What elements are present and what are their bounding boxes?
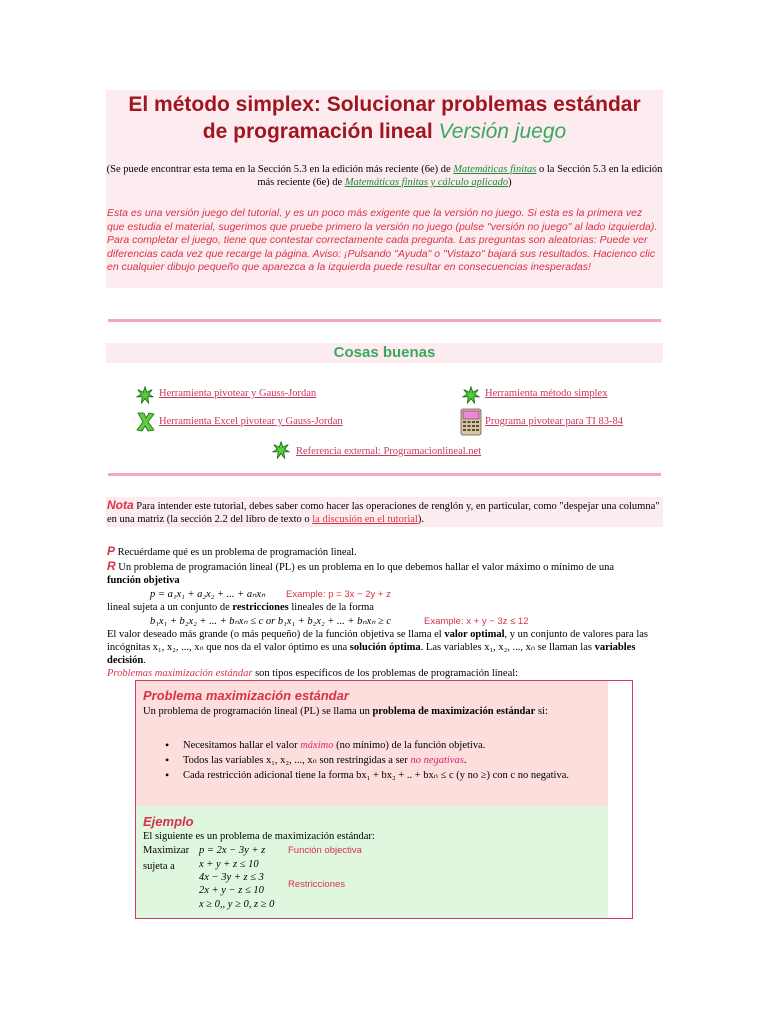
question-line	[107, 545, 357, 559]
condition-text: Todos las variables x₁, x₂, ..., xₙ son restringidas a ser	[183, 755, 408, 766]
nota-paragraph	[107, 499, 663, 526]
source-note-text-1: (Se puede encontrar esta tema en la Sección 5.3 en la edición más reciente (6e) de	[106, 164, 451, 175]
standard-max-conditions	[161, 738, 601, 783]
objective-example: Example: p = 3x − 2y + z	[286, 589, 391, 600]
objective-formula: p = a₁x₁ + a₂x₂ + ... + aₙxₙ	[150, 589, 266, 600]
condition-item	[161, 768, 601, 783]
intro-paragraph: Esta es una versión juego del tutorial, y es un poco más exigente que la versión no juego. Si esta es la primera vez que estudia el material, sugerimos que pruebe primero la versión no juego (pulse "versión no juego" al lado izquierda). Para completar el juego, tiene que contestar correctamente cada pregunta. Las preguntas son aleatorias: Puede ver diferencias cada vez que recarge la página. Aviso: ¡Pulsando "Ayuda" o "Vistazo" bajará sus resultados. Hacienco clic en cualquier dibujo pequeño que aparezca a la izquierda puede resultar en consecuencias inesperadas!	[107, 207, 658, 273]
pm-italic: Problemas maximización estándar	[107, 668, 253, 679]
term-funcion-objetiva: función objetiva	[107, 575, 180, 586]
condition-item	[161, 738, 601, 753]
cosas-buenas-box	[106, 343, 663, 363]
optimal-text-e: . Las variables x₁, x₂, ..., xₙ se llaman las	[420, 642, 592, 653]
standard-max-side-cell	[608, 680, 633, 808]
condition-text: (no mínimo) de la función objetiva.	[336, 740, 486, 751]
divider	[108, 319, 661, 322]
term-restricciones: restricciones	[232, 602, 289, 613]
answer-paragraph	[107, 560, 637, 587]
constraint-example: Example: x + y − 3z ≤ 12	[424, 616, 529, 627]
example-box	[135, 806, 609, 919]
condition-item	[161, 753, 601, 768]
link-metodo-simplex[interactable]: Herramienta método simplex	[485, 388, 608, 399]
constraints-note: Restricciones	[288, 879, 346, 890]
page-title-version: Versión juego	[438, 120, 567, 143]
optimal-text-g: .	[143, 655, 146, 666]
condition-highlight: máximo	[300, 740, 334, 751]
page-title-main: de programación lineal	[202, 120, 433, 143]
constraint: x ≥ 0,, y ≥ 0, z ≥ 0	[199, 899, 275, 910]
source-note-text-2: o la Sección 5.3 en la edición más reciente (6e) de	[257, 164, 663, 188]
constraint-formula: b₁x₁ + b₂x₂ + ... + bₙxₙ ≤ c or b₁x₁ + b₂x₂ + ... + bₙxₙ ≥ c	[150, 616, 392, 627]
objective-note: Función objectiva	[288, 845, 362, 856]
condition-text: Cada restricción adicional tiene la forma bx₁ + bx₂ + .. + bxₙ ≤ c (y no ≥) con c no negativa.	[183, 770, 570, 781]
condition-highlight: no negativas	[410, 755, 464, 766]
question-text: Recuérdame qué es un problema de programación lineal.	[117, 547, 357, 558]
restriction-text-c: lineales de la forma	[291, 602, 374, 613]
link-matematicas-finitas[interactable]: Matemáticas finitas	[453, 164, 537, 175]
pm-rest: son tipos específicos de los problemas de programación lineal:	[255, 668, 519, 679]
optimal-text-c: , y un conjunto de valores para las incógnitas x₁, x₂, ..., xₙ que nos da el valor óptimo es una	[107, 629, 648, 653]
term-variables-decision: variables decisión	[107, 642, 636, 666]
link-referencia-externa[interactable]: Referencia external: Programacionlineal.net	[296, 446, 482, 457]
answer-text: Un problema de programación lineal (PL) es un problema en lo que debemos hallar el valor máximo o mínimo de una	[118, 562, 614, 573]
nota-end: ).	[417, 514, 424, 525]
page-title-line-2	[106, 120, 663, 144]
source-note-text-3: )	[508, 177, 512, 188]
term-valor-optimal: valor optimal	[444, 629, 505, 640]
link-programa-ti[interactable]: Programa pivotear para TI 83-84	[485, 416, 624, 427]
page-title-line-1: El método simplex: Solucionar problemas estándar	[128, 93, 641, 116]
restriction-intro	[107, 601, 374, 614]
standard-max-intro	[143, 705, 548, 718]
optimal-paragraph	[107, 628, 655, 667]
link-excel-pivotear[interactable]: Herramienta Excel pivotear y Gauss-Jordan	[159, 416, 343, 427]
divider	[108, 473, 661, 476]
link-pivotear-gauss-jordan[interactable]: Herramienta pivotear y Gauss-Jordan	[159, 388, 317, 399]
maximize-label: Maximizar	[143, 845, 190, 856]
standard-max-title: Problema maximización estándar	[143, 688, 349, 703]
condition-text: Necesitamos hallar el valor	[183, 740, 298, 751]
term-problema-max: problema de maximización estándar	[372, 706, 536, 717]
restriction-text-a: lineal sujeta a un conjunto de	[107, 602, 230, 613]
question-label: P	[107, 544, 116, 558]
link-discusion-tutorial[interactable]: la discusión en el tutorial	[312, 514, 418, 525]
constraint: 4x − 3y + z ≤ 3	[199, 872, 264, 883]
example-objective: p = 2x − 3y + z	[199, 845, 266, 856]
nota-text: Para intender este tutorial, debes saber como hacer las operaciones de renglón y, en particular, como "despejar una columna" en una matriz (la sección 2.2 del libro de texto o	[107, 501, 660, 525]
example-intro: El siguiente es un problema de maximización estándar:	[143, 831, 375, 842]
cosas-buenas-title: Cosas buenas	[333, 344, 436, 361]
optimal-text-a: El valor deseado más grande (o más pequeño) de la función objetiva se llama el	[107, 629, 442, 640]
link-matematicas-finitas-calculo[interactable]: Matemáticas finitas y cálculo aplicado	[344, 177, 509, 188]
condition-text: .	[463, 755, 467, 766]
standard-max-box	[135, 680, 609, 808]
example-title: Ejemplo	[143, 814, 194, 829]
constraint: x + y + z ≤ 10	[199, 859, 259, 870]
star-icon[interactable]	[272, 441, 290, 464]
star-icon[interactable]	[136, 386, 154, 409]
calculator-icon[interactable]	[460, 408, 482, 441]
constraint: 2x + y − z ≤ 10	[199, 885, 264, 896]
nota-label: Nota	[107, 498, 134, 512]
source-note	[106, 163, 663, 189]
standard-max-intro-a: Un problema de programación lineal (PL) se llama un	[143, 706, 370, 717]
example-side-cell	[608, 806, 633, 919]
term-solucion-optima: solución óptima	[349, 642, 421, 653]
subject-to-label: sujeta a	[143, 861, 175, 872]
star-icon[interactable]	[462, 386, 480, 409]
standard-max-intro-c: si:	[537, 706, 548, 717]
header-box	[106, 90, 663, 288]
excel-icon[interactable]	[135, 411, 157, 438]
pm-intro-line	[107, 667, 518, 680]
answer-label: R	[107, 559, 116, 573]
